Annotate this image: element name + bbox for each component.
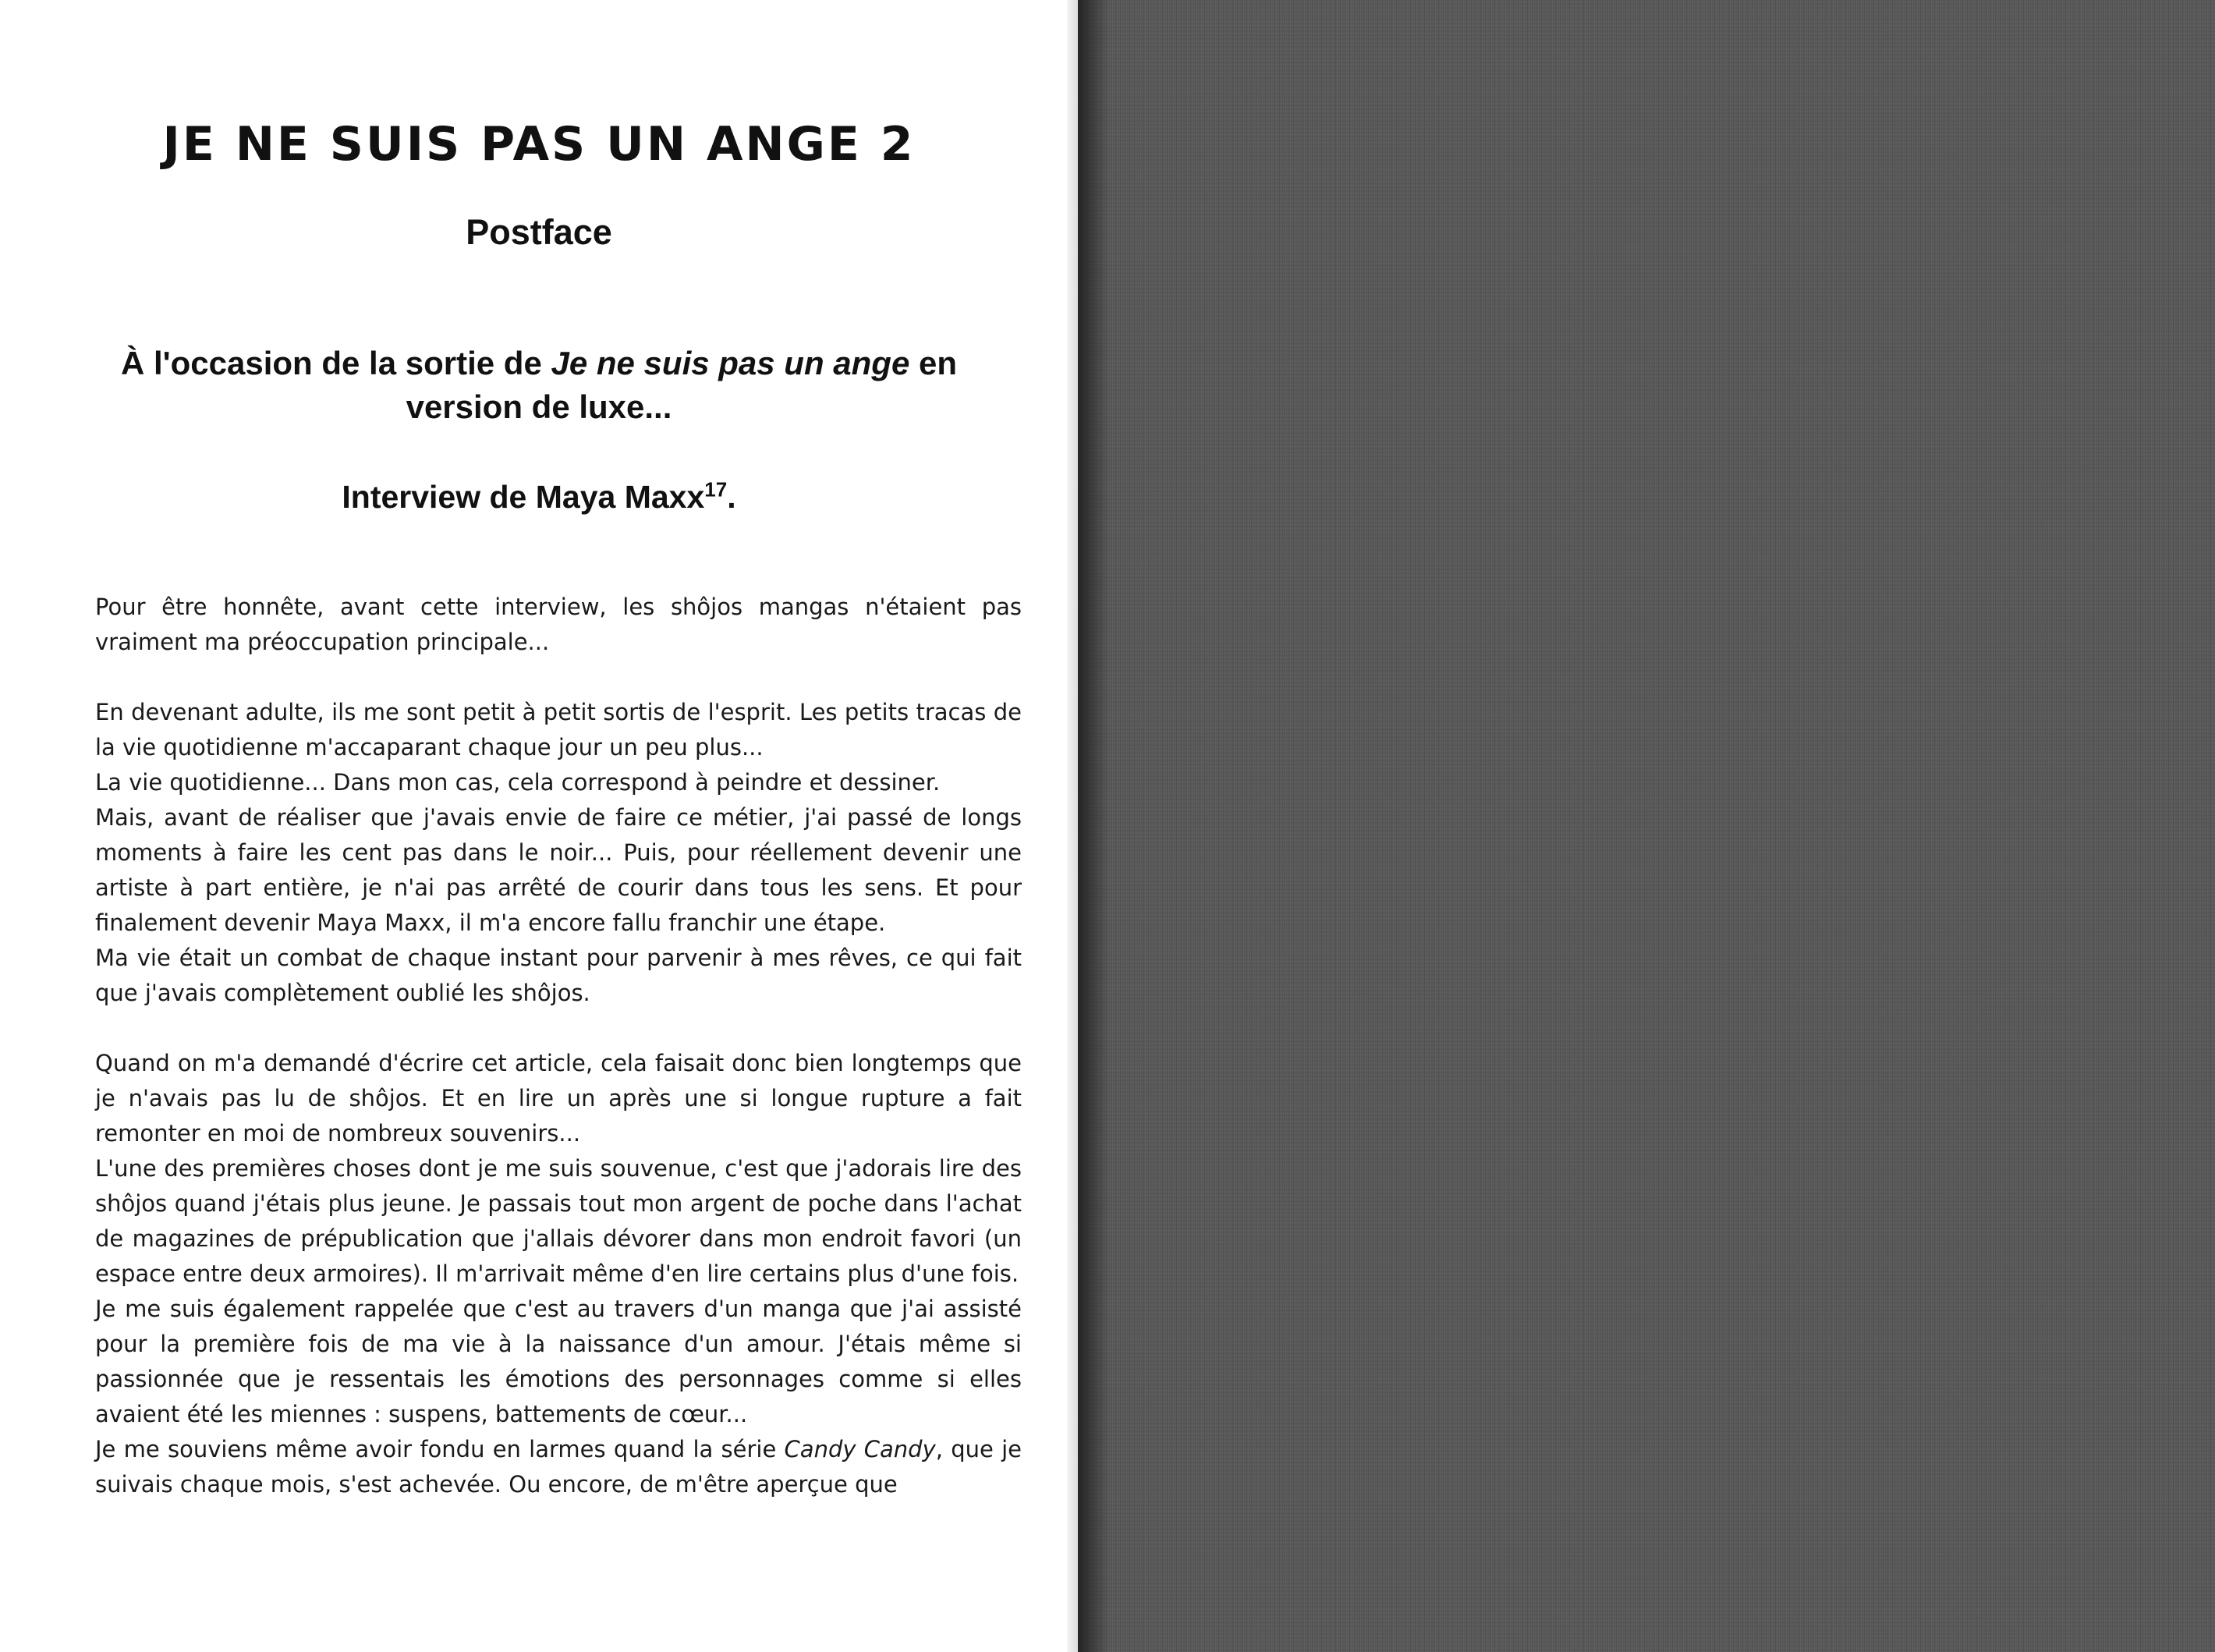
paragraph: En devenant adulte, ils me sont petit à petit sortis de l'esprit. Les petits tracas de la vie quotidienne m'accaparant chaque jour un peu plus... bbox=[95, 699, 1022, 760]
footnote-reference: 17 bbox=[704, 477, 728, 502]
left-page bbox=[0, 0, 1078, 1652]
paragraph-text: , que je suivais chaque mois, s'est achevée. Ou encore, de m'être aperçue que bbox=[95, 1436, 1022, 1498]
paragraph: L'une des premières choses dont je me suis souvenue, c'est que j'adorais lire des shôjos quand j'étais plus jeune. Je passais tout mon argent de poche dans l'achat de magazines de prépublication que j'allais dévorer dans mon endroit favori (un espace entre deux armoires). Il m'arrivait même d'en lire certains plus d'une fois. bbox=[95, 1155, 1022, 1287]
occasion-suffix: en version de luxe... bbox=[406, 345, 957, 425]
interview-trailing: . bbox=[727, 479, 736, 515]
paragraph: Mais, avant de réaliser que j'avais envie de faire ce métier, j'ai passé de longs moments à faire les cent pas dans le noir... Puis, pour réellement devenir une artiste à part entière, je n'ai pas arrêté de courir dans tous les sens. Et pour finalement devenir Maya Maxx, il m'a encore fallu franchir une étape. bbox=[95, 804, 1022, 936]
page-edge bbox=[1067, 0, 1078, 1652]
section-title: Postface bbox=[466, 212, 612, 252]
paragraph-text: Je me souviens même avoir fondu en larmes quand la série bbox=[95, 1436, 785, 1462]
book-title: JE NE SUIS PAS UN ANGE 2 bbox=[162, 117, 916, 172]
occasion-book-title: Je ne suis pas un ange bbox=[551, 345, 910, 381]
series-title: Candy Candy bbox=[784, 1436, 936, 1462]
gutter-shadow bbox=[1078, 0, 1109, 1652]
paragraph: La vie quotidienne... Dans mon cas, cela correspond à peindre et dessiner. bbox=[95, 769, 941, 796]
occasion-heading bbox=[70, 342, 1008, 429]
paragraph: Ma vie était un combat de chaque instant pour parvenir à mes rêves, ce qui fait que j'avais complètement oublié les shôjos. bbox=[95, 945, 1022, 1006]
paragraph: Pour être honnête, avant cette interview, les shôjos mangas n'étaient pas vraiment ma préoccupation principale... bbox=[95, 594, 1022, 655]
paragraph: Je me suis également rappelée que c'est au travers d'un manga que j'ai assisté pour la première fois de ma vie à la naissance d'un amour. J'étais même si passionnée que je ressentais les émotions des personnages comme si elles avaient été les miennes : suspens, battements de cœur... bbox=[95, 1296, 1022, 1427]
interview-text: Interview de Maya Maxx bbox=[342, 479, 705, 515]
occasion-prefix: À l'occasion de la sortie de bbox=[120, 345, 551, 381]
paragraph: Quand on m'a demandé d'écrire cet article, cela faisait donc bien longtemps que je n'avais pas lu de shôjos. Et en lire un après une si longue rupture a fait remonter en moi de nombreux souvenirs... bbox=[95, 1050, 1022, 1147]
interview-heading bbox=[0, 479, 1078, 516]
paragraph bbox=[95, 1432, 1022, 1502]
right-page-blank bbox=[1078, 0, 2215, 1652]
body-text bbox=[95, 590, 1022, 1502]
